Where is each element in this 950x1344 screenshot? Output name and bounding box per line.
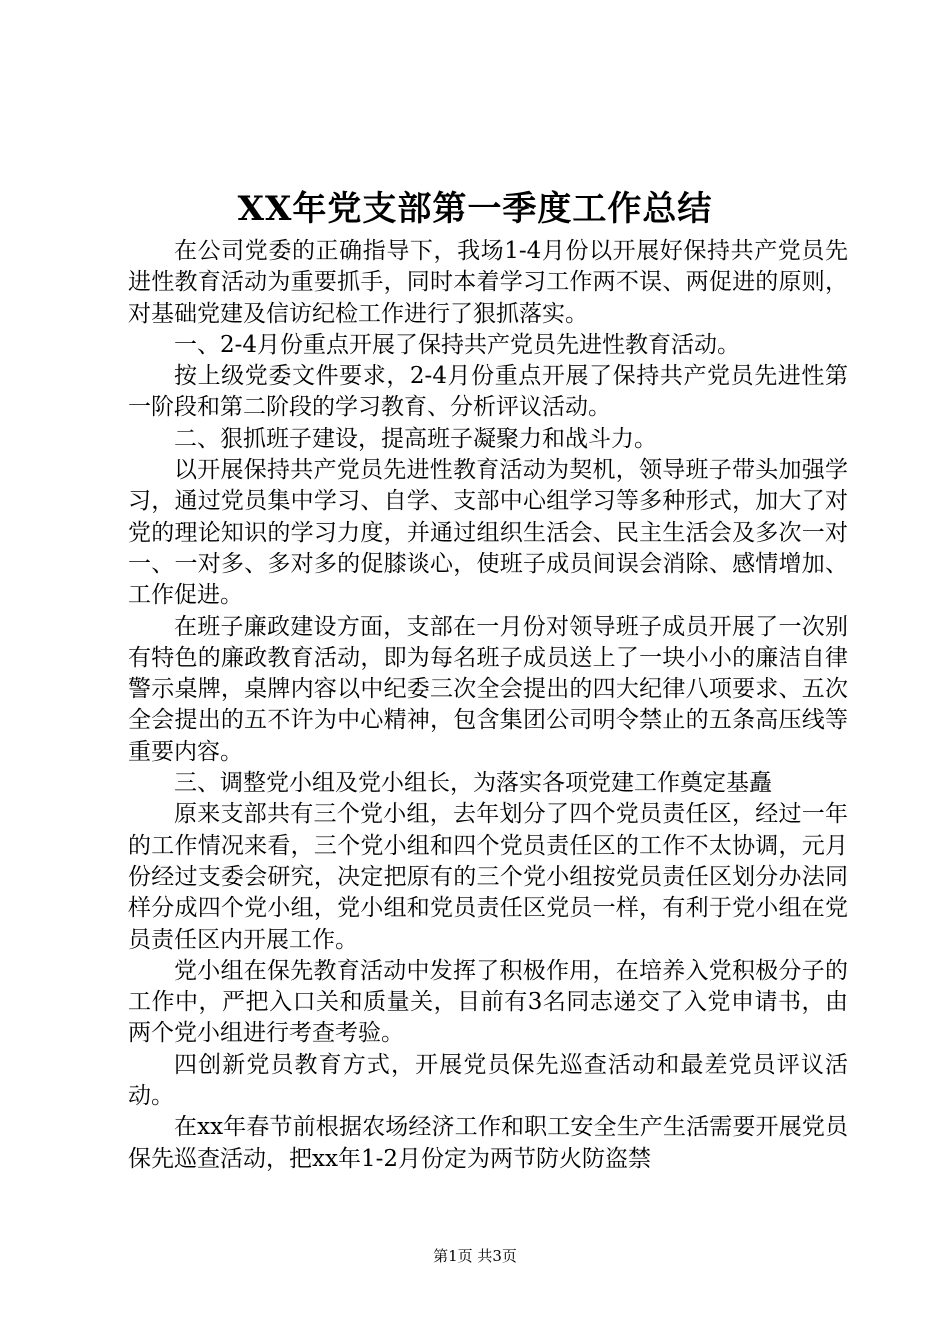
paragraph: 以开展保持共产党员先进性教育活动为契机，领导班子带头加强学习，通过党员集中学习、自学、支部中心组学习等多种形式，加大了对党的理论知识的学习力度，并通过组织生活会、民主生活会及多次一对一、一对多、多对多的促膝谈心，使班子成员间误会消除、感情增加、工作促进。 xyxy=(128,457,848,609)
section-heading-1: 一、2-4月份重点开展了保持共产党员先进性教育活动。 xyxy=(174,331,741,358)
paragraph: 党小组在保先教育活动中发挥了积极作用，在培养入党积极分子的工作中，严把入口关和质量关，目前有3名同志递交了入党申请书，由两个党小组进行考查考验。 xyxy=(128,957,848,1047)
section-heading-4: 四创新党员教育方式，开展党员保先巡查活动和最差党员评议活动。 xyxy=(128,1051,848,1110)
page-footer: 第1页 共3页 xyxy=(433,1247,517,1265)
paragraph: 原来支部共有三个党小组，去年划分了四个党员责任区，经过一年的工作情况来看，三个党小组和四个党员责任区的工作不太协调，元月份经过支委会研究，决定把原有的三个党小组按党员责任区划分办法同样分成四个党小组，党小组和党员责任区党员一样，有利于党小组在党员责任区内开展工作。 xyxy=(128,801,848,953)
document-title: XX年党支部第一季度工作总结 xyxy=(237,189,713,229)
section-heading-3: 三、调整党小组及党小组长，为落实各项党建工作奠定基矗 xyxy=(174,770,772,797)
section-heading-2: 二、狠抓班子建设，提高班子凝聚力和战斗力。 xyxy=(174,425,657,452)
paragraph: 在xx年春节前根据农场经济工作和职工安全生产生活需要开展党员保先巡查活动，把xx年1-2月份定为两节防火防盗禁 xyxy=(128,1114,848,1172)
document-body xyxy=(128,236,848,1175)
paragraph-intro: 在公司党委的正确指导下，我场1-4月份以开展好保持共产党员先进性教育活动为重要抓手，同时本着学习工作两不误、两促进的原则，对基础党建及信访纪检工作进行了狠抓落实。 xyxy=(128,238,848,327)
paragraph: 按上级党委文件要求，2-4月份重点开展了保持共产党员先进性第一阶段和第二阶段的学习教育、分析评议活动。 xyxy=(128,363,848,421)
paragraph: 在班子廉政建设方面，支部在一月份对领导班子成员开展了一次别有特色的廉政教育活动，即为每名班子成员送上了一块小小的廉洁自律警示桌牌，桌牌内容以中纪委三次全会提出的四大纪律八项要求、五次全会提出的五不许为中心精神，包含集团公司明令禁止的五条高压线等重要内容。 xyxy=(128,613,848,765)
